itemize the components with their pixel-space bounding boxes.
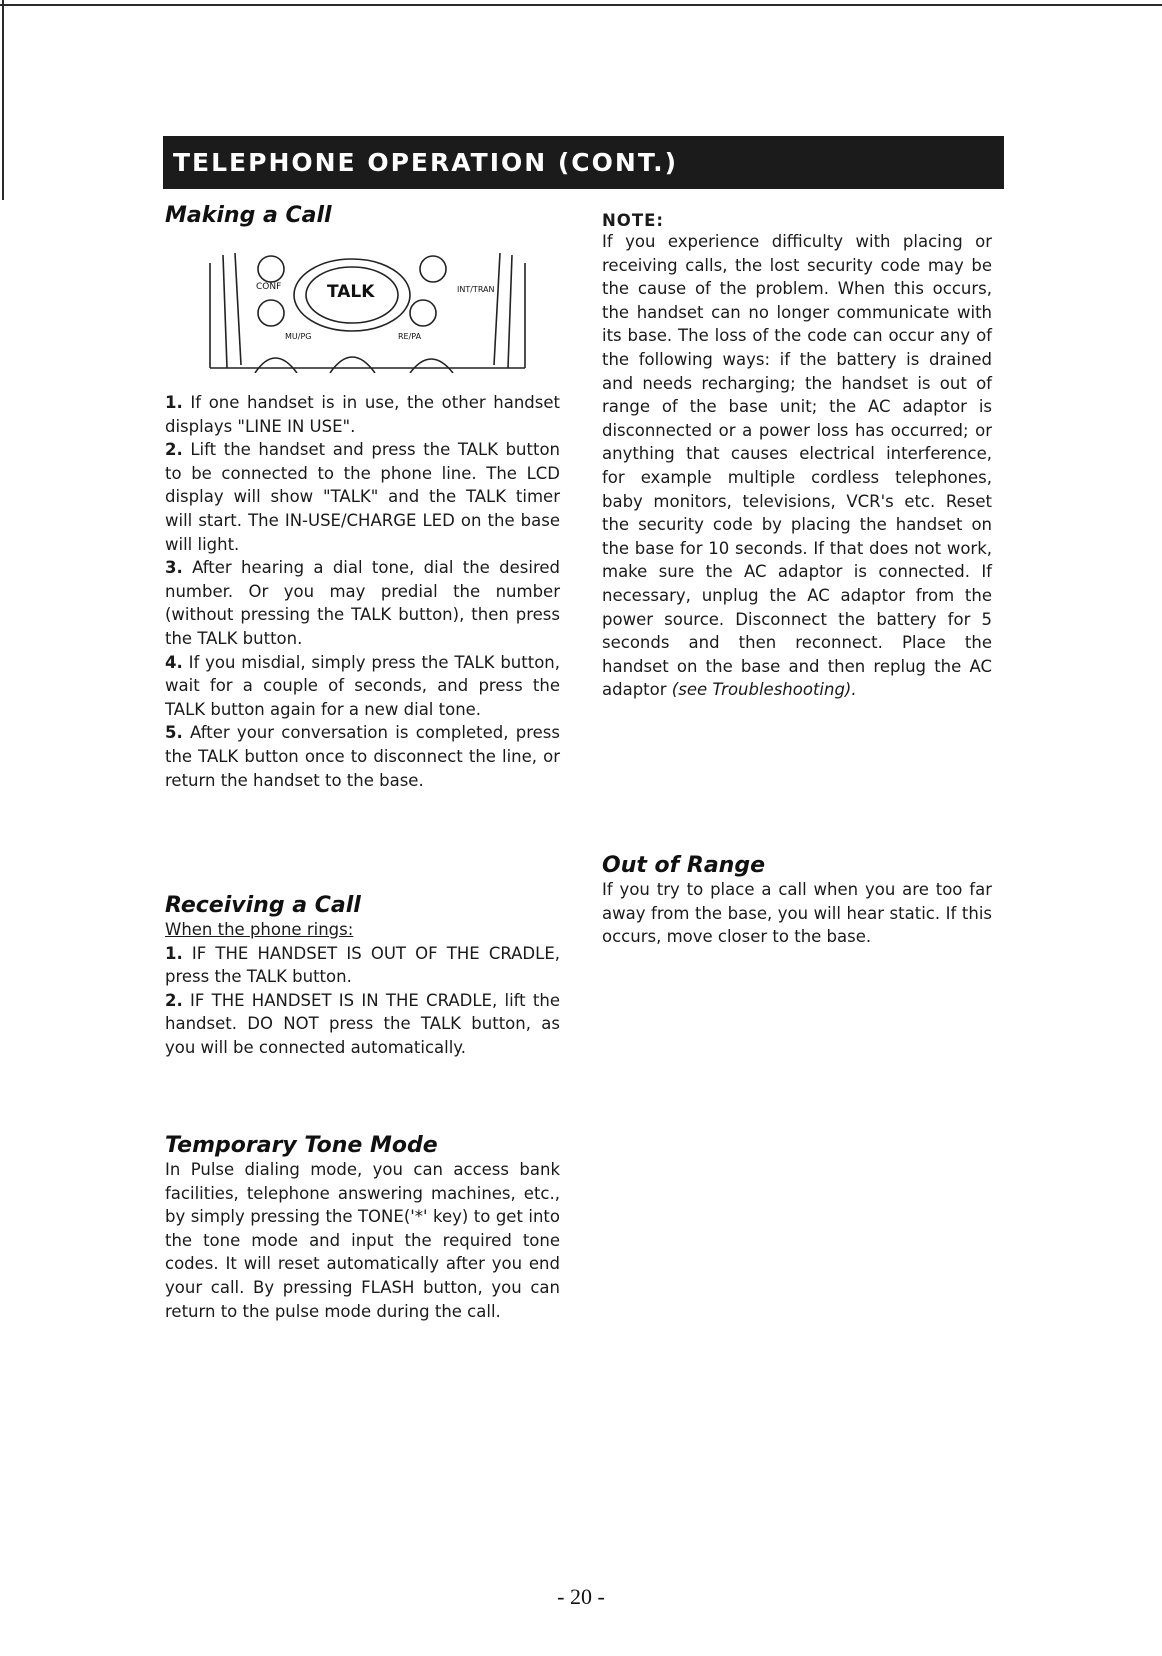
troubleshooting-reference: (see Troubleshooting). <box>671 680 857 700</box>
receiving-call-heading: Receiving a Call <box>165 893 361 918</box>
note-section <box>602 211 992 702</box>
conf-label: CONF <box>256 282 282 292</box>
note-text: If you experience difficulty with placing or receiving calls, the lost security code may be the cause of the problem. When this occurs, the handset can no longer communicate with its base. The loss of the code can occur any of the following ways: if the battery is drained and needs recharging; the handset is out of range of the base unit; the AC adaptor is disconnected or a power loss has occurred; or anything that causes electrical interference, for example multiple cordless telephones, baby monitors, televisions, VCR's etc. Reset the security code by placing the handset on the base for 10 seconds. If that does not work, make sure the AC adaptor is connected. If necessary, unplug the AC adaptor from the power source. Disconnect the battery for 5 seconds and then reconnect. Place the handset on the base and then replug the AC adaptor (see Troubleshooting). <box>602 232 992 700</box>
tone-mode-text: In Pulse dialing mode, you can access bank facilities, telephone answering machines, etc., by simply pressing the TONE('*' key) to get into the tone mode and input the required tone codes. It will reset automatically after you end your call. By pressing FLASH button, you can return to the pulse mode during the call. <box>165 1160 560 1321</box>
making-call-heading: Making a Call <box>165 203 332 228</box>
re-pa-label: RE/PA <box>398 332 422 341</box>
receiving-call-section <box>165 893 560 1060</box>
scan-border-top <box>0 4 1162 6</box>
out-of-range-section <box>602 853 992 949</box>
receiving-call-subtitle: When the phone rings: <box>165 920 354 939</box>
handset-keypad-illustration <box>205 253 530 373</box>
mu-pg-label: MU/PG <box>285 332 312 341</box>
list-item: 5. After your conversation is completed, press the TALK button once to disconnect the line, or return the handset to the base. <box>165 723 560 790</box>
tone-mode-section <box>165 1133 560 1323</box>
int-tran-label: INT/TRAN <box>457 285 495 294</box>
tone-mode-heading: Temporary Tone Mode <box>165 1133 438 1158</box>
list-item: 3. After hearing a dial tone, dial the desired number. Or you may predial the number (without pressing the TALK button), then press the TALK button. <box>165 558 561 648</box>
list-item: 4. If you misdial, simply press the TALK button, wait for a couple of seconds, and press the TALK button again for a new dial tone. <box>165 652 560 719</box>
list-item: 2. Lift the handset and press the TALK button to be connected to the phone line. The LCD display will show "TALK" and the TALK timer will start. The IN-USE/CHARGE LED on the base will light. <box>165 440 561 554</box>
list-item: 1. IF THE HANDSET IS OUT OF THE CRADLE, press the TALK button. <box>165 943 560 987</box>
making-call-section <box>165 203 560 228</box>
talk-button-label: TALK <box>327 282 375 302</box>
list-item: 2. IF THE HANDSET IS IN THE CRADLE, lift the handset. DO NOT press the TALK button, as you will be connected automatically. <box>165 990 560 1057</box>
note-label: NOTE: <box>602 211 664 230</box>
making-call-list <box>165 391 560 792</box>
section-banner: TELEPHONE OPERATION (CONT.) <box>163 136 1004 189</box>
list-item: 1. If one handset is in use, the other handset displays "LINE IN USE". <box>165 393 560 436</box>
scan-border-left <box>2 0 4 200</box>
out-of-range-heading: Out of Range <box>602 853 766 878</box>
out-of-range-text: If you try to place a call when you are too far away from the base, you will hear static. If this occurs, move closer to the base. <box>602 880 992 947</box>
page-number: - 20 - <box>557 1584 605 1609</box>
